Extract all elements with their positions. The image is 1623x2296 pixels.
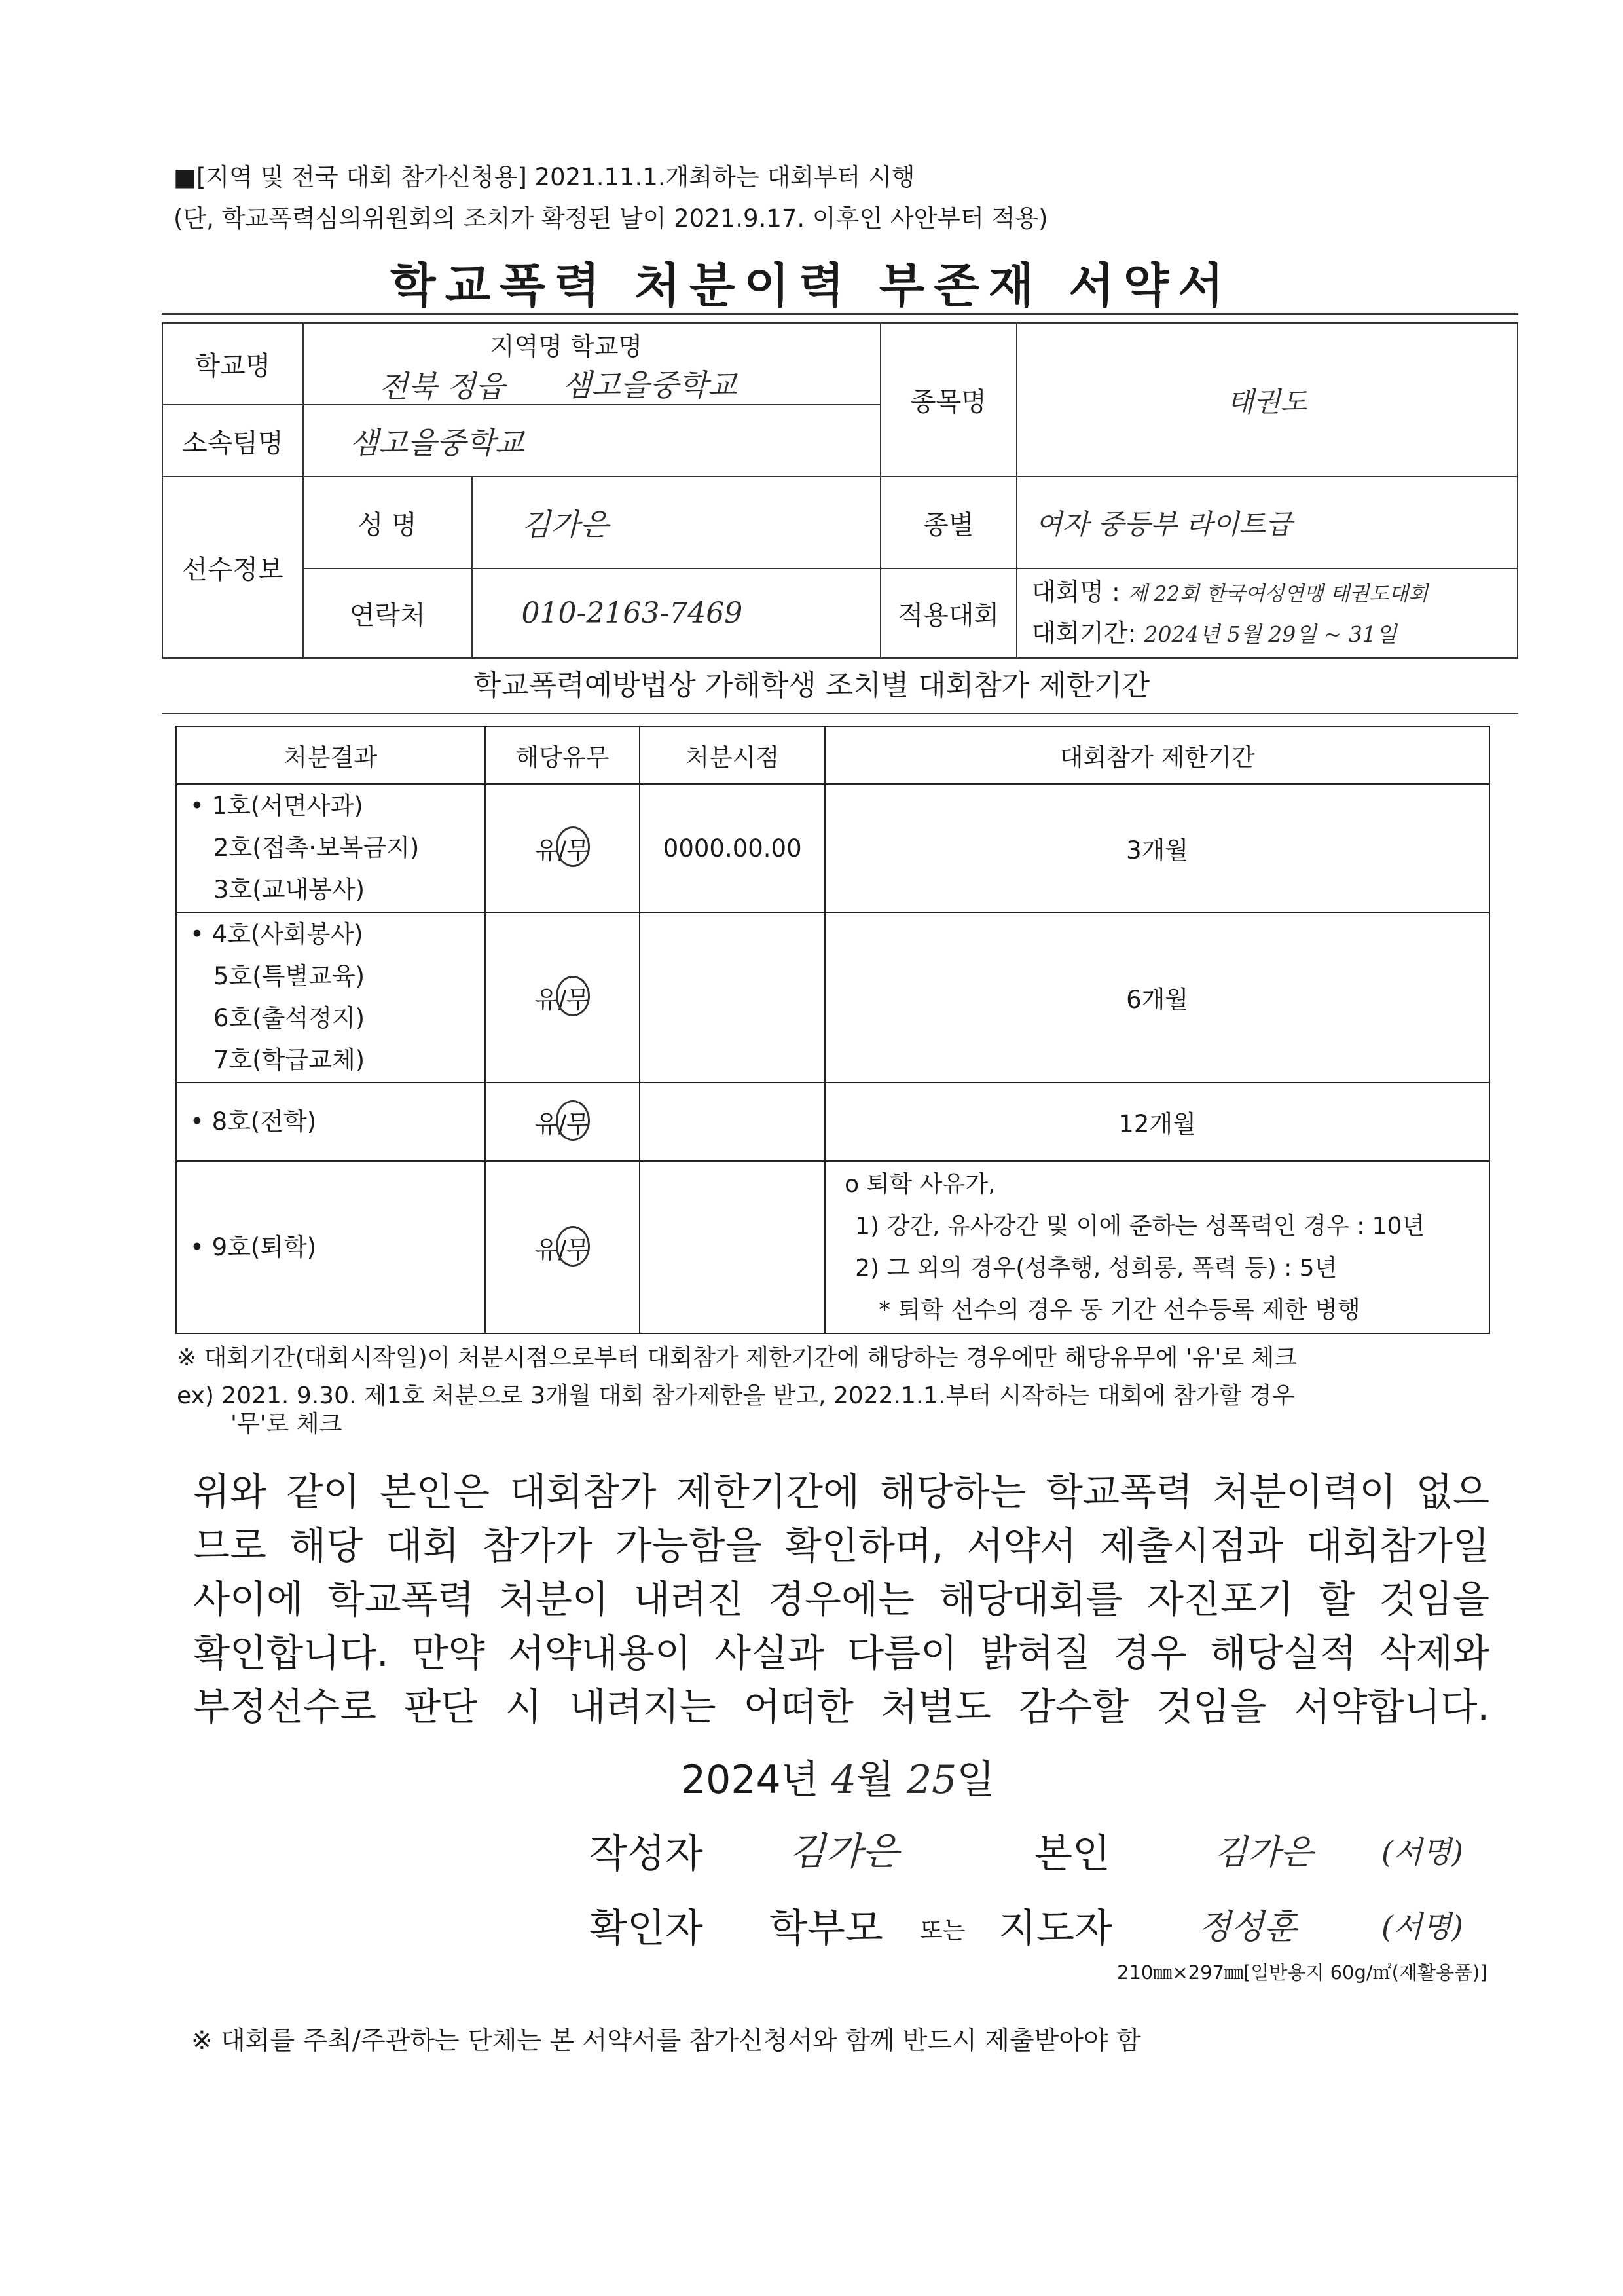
choice-text: 유/무 [534, 1235, 590, 1264]
title-rule [162, 313, 1518, 315]
school-hint: 지역명 학교명 [490, 332, 643, 361]
document-title: 학교폭력 처분이력 부존재 서약서 [390, 258, 1233, 313]
writer-name: 김가은 [789, 1829, 900, 1874]
result-line: 7호(학급교체) [213, 1046, 365, 1074]
event-period-label: 대회기간: [1031, 619, 1137, 648]
subtitle-rule [162, 713, 1518, 714]
team-label: 소속팀명 [182, 428, 283, 458]
date-cell [640, 784, 825, 912]
header-line-2: (단, 학교폭력심의위원회의 조치가 확정된 날이 2021.9.17. 이후인 사안부터 적용) [173, 204, 1048, 232]
table-row [176, 784, 1489, 912]
period-line: 1) 강간, 유사강간 및 이에 준하는 성폭력인 경우 : 10년 [855, 1212, 1425, 1240]
pledge-line: 부정선수로 판단 시 내려지는 어떠한 처벌도 감수할 것임을 서약합니다. [193, 1684, 1489, 1729]
note-3: '무'로 체크 [230, 1411, 342, 1437]
choice-cell [485, 1161, 640, 1333]
table-row [176, 1083, 1489, 1161]
school-region: 전북 정읍 [378, 369, 505, 404]
confirmer-label: 확인자 [589, 1906, 703, 1952]
date-cell [640, 1161, 825, 1333]
note-1: ※ 대회기간(대회시작일)이 처분시점으로부터 대회참가 제한기간에 해당하는 경우에만 해당유무에 '유'로 체크 [177, 1344, 1298, 1371]
name-label: 성 명 [357, 509, 417, 540]
result-line: 5호(특별교육) [213, 962, 365, 990]
pledge-line: 위와 같이 본인은 대회참가 제한기간에 해당하는 학교폭력 처분이력이 없으 [193, 1470, 1489, 1514]
col-header-date: 처분시점 [640, 726, 825, 784]
team-value: 샘고을중학교 [349, 425, 524, 460]
choice-cell [485, 912, 640, 1083]
result-line: • 9호(퇴학) [190, 1232, 317, 1261]
or-label: 또는 [920, 1917, 966, 1944]
sport-label: 종목명 [910, 387, 987, 417]
pledge-date [681, 1749, 994, 1805]
date-day-unit: 일 [957, 1757, 995, 1803]
col-header-period: 대회참가 제한기간 [825, 726, 1489, 784]
school-value-cell [303, 323, 881, 405]
period-text: 12개월 [1118, 1110, 1196, 1138]
sport-value-cell [1017, 323, 1518, 477]
player-label-cell [162, 477, 303, 658]
circle-mark-icon [556, 826, 590, 867]
date-month: 4 [831, 1757, 856, 1803]
event-label-cell [881, 568, 1017, 658]
result-line: 6호(출석정지) [213, 1004, 365, 1032]
result-line: • 1호(서면사과) [190, 792, 363, 820]
circle-mark-icon [556, 976, 590, 1016]
date-month-unit: 월 [856, 1757, 894, 1803]
event-name-label: 대회명 : [1031, 578, 1120, 606]
contact-value-cell [472, 568, 881, 658]
category-label: 종별 [923, 509, 974, 540]
note-2: ex) 2021. 9.30. 제1호 처분으로 3개월 대회 참가제한을 받고, 2022.1.1.부터 시작하는 대회에 참가할 경우 [177, 1382, 1295, 1409]
result-line: 2호(접촉·보복금지) [213, 834, 420, 862]
table-row [176, 912, 1489, 1083]
date-year-unit: 년 [780, 1757, 819, 1803]
team-value-cell [303, 405, 881, 477]
restriction-subtitle: 학교폭력예방법상 가해학생 조치별 대회참가 제한기간 [473, 669, 1150, 702]
contact-label: 연락처 [349, 601, 426, 631]
period-text: 3개월 [1126, 836, 1189, 864]
event-name-value: 제 22회 한국여성연맹 태권도대회 [1127, 582, 1429, 606]
choice-text: 유/무 [534, 836, 590, 864]
writer-label: 작성자 [589, 1831, 703, 1877]
result-cell [176, 1083, 485, 1161]
circle-mark-icon [556, 1100, 590, 1141]
period-line: o 퇴학 사유가, [845, 1170, 996, 1198]
school-name: 샘고을중학교 [562, 367, 737, 403]
contact-label-cell [303, 568, 472, 658]
parent-label: 학부모 [769, 1906, 883, 1952]
table-row [176, 1161, 1489, 1333]
coach-label: 지도자 [998, 1906, 1112, 1952]
pledge-line: 므로 해당 대회 참가가 가능함을 확인하며, 서약서 제출시점과 대회참가일 [193, 1523, 1489, 1568]
info-table [162, 322, 1518, 659]
header-line-1: ■[지역 및 전국 대회 참가신청용] 2021.11.1.개최하는 대회부터 시행 [173, 163, 915, 191]
choice-cell [485, 1083, 640, 1161]
school-label-cell [162, 323, 303, 405]
date-text: 0000.00.00 [663, 834, 802, 862]
self-label: 본인 [1034, 1831, 1110, 1877]
period-text: 6개월 [1126, 986, 1189, 1014]
name-value-cell [472, 477, 881, 568]
category-label-cell [881, 477, 1017, 568]
circle-mark-icon [556, 1226, 590, 1267]
coach-sign: 정성훈 [1198, 1908, 1297, 1947]
result-line: 3호(교내봉사) [213, 876, 365, 904]
self-sign: 김가은 [1214, 1833, 1313, 1872]
col-header-result: 처분결과 [176, 726, 485, 784]
result-cell [176, 912, 485, 1083]
category-value: 여자 중등부 라이트급 [1035, 508, 1292, 540]
event-label: 적용대회 [898, 601, 1000, 631]
restriction-table [175, 726, 1490, 1334]
event-period-value: 2024년 5월 29일 ~ 31일 [1144, 621, 1397, 647]
pledge-body [193, 1465, 1489, 1733]
sport-label-cell [881, 323, 1017, 477]
name-label-cell [303, 477, 472, 568]
name-value: 김가은 [521, 507, 609, 542]
period-cell [825, 1083, 1489, 1161]
date-year: 2024 [681, 1757, 781, 1803]
team-label-cell [162, 405, 303, 477]
choice-text: 유/무 [534, 1110, 590, 1138]
period-cell [825, 784, 1489, 912]
footer-note: ※ 대회를 주최/주관하는 단체는 본 서약서를 참가신청서와 함께 반드시 제출받아야 함 [191, 2026, 1141, 2056]
player-label: 선수정보 [182, 555, 283, 585]
period-line: 2) 그 외의 경우(성추행, 성희롱, 폭력 등) : 5년 [855, 1254, 1338, 1282]
pledge-line: 확인합니다. 만약 서약내용이 사실과 다름이 밝혀질 경우 해당실적 삭제와 [193, 1631, 1489, 1675]
result-cell [176, 1161, 485, 1333]
self-seal: (서명) [1381, 1834, 1463, 1870]
category-value-cell [1017, 477, 1518, 568]
result-line: • 4호(사회봉사) [190, 920, 363, 948]
school-label: 학교명 [194, 351, 271, 381]
period-cell [825, 912, 1489, 1083]
date-day: 25 [906, 1757, 957, 1803]
date-cell [640, 1083, 825, 1161]
pledge-line: 사이에 학교폭력 처분이 내려진 경우에는 해당대회를 자진포기 할 것임을 [193, 1577, 1489, 1621]
period-cell [825, 1161, 1489, 1333]
sport-value: 태권도 [1227, 385, 1307, 418]
choice-text: 유/무 [534, 986, 590, 1014]
period-line: * 퇴학 선수의 경우 동 기간 선수등록 제한 병행 [879, 1296, 1360, 1324]
date-cell [640, 912, 825, 1083]
contact-value: 010-2163-7469 [521, 597, 743, 630]
choice-cell [485, 784, 640, 912]
col-header-applicable: 해당유무 [485, 726, 640, 784]
paper-spec: 210㎜×297㎜[일반용지 60g/㎡(재활용품)] [1117, 1961, 1487, 1984]
event-value-cell [1017, 568, 1518, 658]
coach-seal: (서명) [1381, 1909, 1463, 1944]
result-line: • 8호(전학) [190, 1107, 317, 1136]
result-cell [176, 784, 485, 912]
